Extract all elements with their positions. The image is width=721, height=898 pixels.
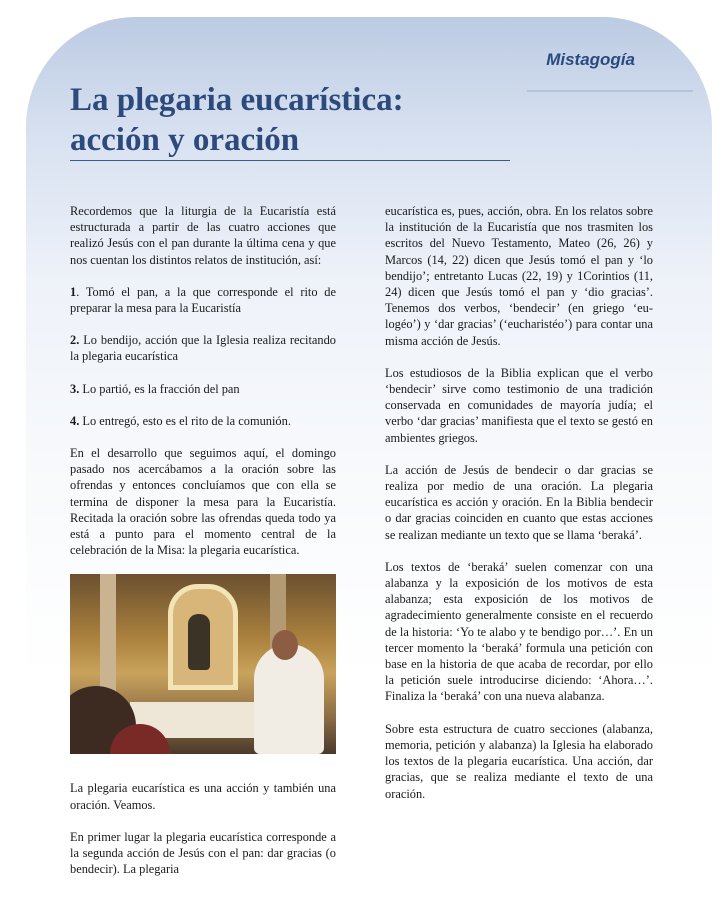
photo-priest-vestment xyxy=(254,644,324,754)
right-paragraph-1: eucarística es, pues, acción, obra. En los relatos sobre la institución de la Eucaristía que nos trasmiten los escritos del Nuevo Testamento, Mateo (26, 26) y Marcos (14, 22) dicen que Jesús tomó el pan y ‘lo bendijo’; entretanto Lucas (22, 19) y 1Corintios (11, 24) dicen que Jesús tomó el pan y ‘dio gracias’. Tenemos dos verbos, ‘bendecir’ (en griego ‘eu-logéo’) y ‘dar gracias’ (‘eucharistéo’) para contar una misma acción de Jesús. xyxy=(385,204,653,348)
list-number: 1 xyxy=(70,284,77,299)
right-paragraph-4: Los textos de ‘beraká’ suelen comenzar con una alabanza y la exposición de los motivos de esta alabanza; esta exposición de los motivos de agradecimiento generalmente consiste en el recuerdo de la historia: ‘Yo te alabo y te bendigo por…’. En un tercer momento la ‘beraká’ formula una petición con base en la historia de que acaba de recordar, por ello la petición suele introducirse diciendo: ‘Ahora…’. Finaliza la ‘beraká’ con una nueva alabanza. xyxy=(385,559,653,704)
title-underline xyxy=(70,160,510,161)
list-item-3 xyxy=(70,381,336,397)
list-item-1 xyxy=(70,284,336,316)
page-title xyxy=(70,80,404,160)
list-text: . Tomó el pan, a la que corresponde el rito de preparar la mesa para la Eucaristía xyxy=(70,284,336,316)
list-text: Lo bendijo, acción que la Iglesia realiza recitando la plegaria eucarística xyxy=(70,333,336,364)
right-paragraph-2: Los estudiosos de la Biblia explican que el verbo ‘bendecir’ sirve como testimonio de una tradición conservada en comunidades de mayoría judía; el verbo ‘dar gracias’ manifiesta que el texto se gestó en ambientes griegos. xyxy=(385,365,653,445)
list-text: Lo partió, es la fracción del pan xyxy=(79,381,240,396)
list-item-2 xyxy=(70,332,336,364)
development-paragraph: En el desarrollo que seguimos aquí, el domingo pasado nos acercábamos a la oración sobre las ofrendas y entonces concluíamos que con ella se termina de disponer la mesa para la Eucaristía. Recitada la oración sobre las ofrendas queda todo ya está a punto para el momento central de la celebración de la Misa: la plegaria eucarística. xyxy=(70,446,336,558)
right-paragraph-5: Sobre esta estructura de cuatro secciones (alabanza, memoria, petición y alabanza) la Iglesia ha elaborado los textos de la plegaria eucarística. Una acción, dar gracias, que se realiza mediante el texto de una oración. xyxy=(385,721,653,801)
section-label: Mistagogía xyxy=(546,50,635,69)
list-number: 4. xyxy=(70,413,80,428)
after-photo-paragraph: La plegaria eucarística es una acción y también una oración. Veamos. xyxy=(70,781,336,812)
list-text: Lo entregó, esto es el rito de la comunión. xyxy=(79,413,291,428)
right-paragraph-3: La acción de Jesús de bendecir o dar gracias se realiza por medio de una oración. La plegaria eucarística es acción y oración. En la Biblia bendecir o dar gracias coinciden en cuanto que estas acciones se realizan mediante un texto que se llama ‘beraká’. xyxy=(385,462,653,542)
photo-statue xyxy=(188,614,210,670)
intro-paragraph: Recordemos que la liturgia de la Eucaristía está estructurada a partir de las cuatro acciones que realizó Jesús con el pan durante la última cena y que nos cuentan los distintos relatos de institución, así: xyxy=(70,204,336,267)
title-line-2: acción y oración xyxy=(70,122,300,158)
right-column xyxy=(385,203,653,818)
title-line-1: La plegaria eucarística: xyxy=(70,82,404,118)
list-number: 2. xyxy=(70,333,80,348)
mass-celebration-photo xyxy=(70,574,336,754)
first-place-paragraph: En primer lugar la plegaria eucarística corresponde a la segunda acción de Jesús con el pan: dar gracias (o bendecir). La plegaria xyxy=(70,829,336,877)
list-item-4 xyxy=(70,413,336,429)
left-column xyxy=(70,203,336,893)
section-rule xyxy=(527,90,693,92)
list-number: 3. xyxy=(70,381,80,396)
